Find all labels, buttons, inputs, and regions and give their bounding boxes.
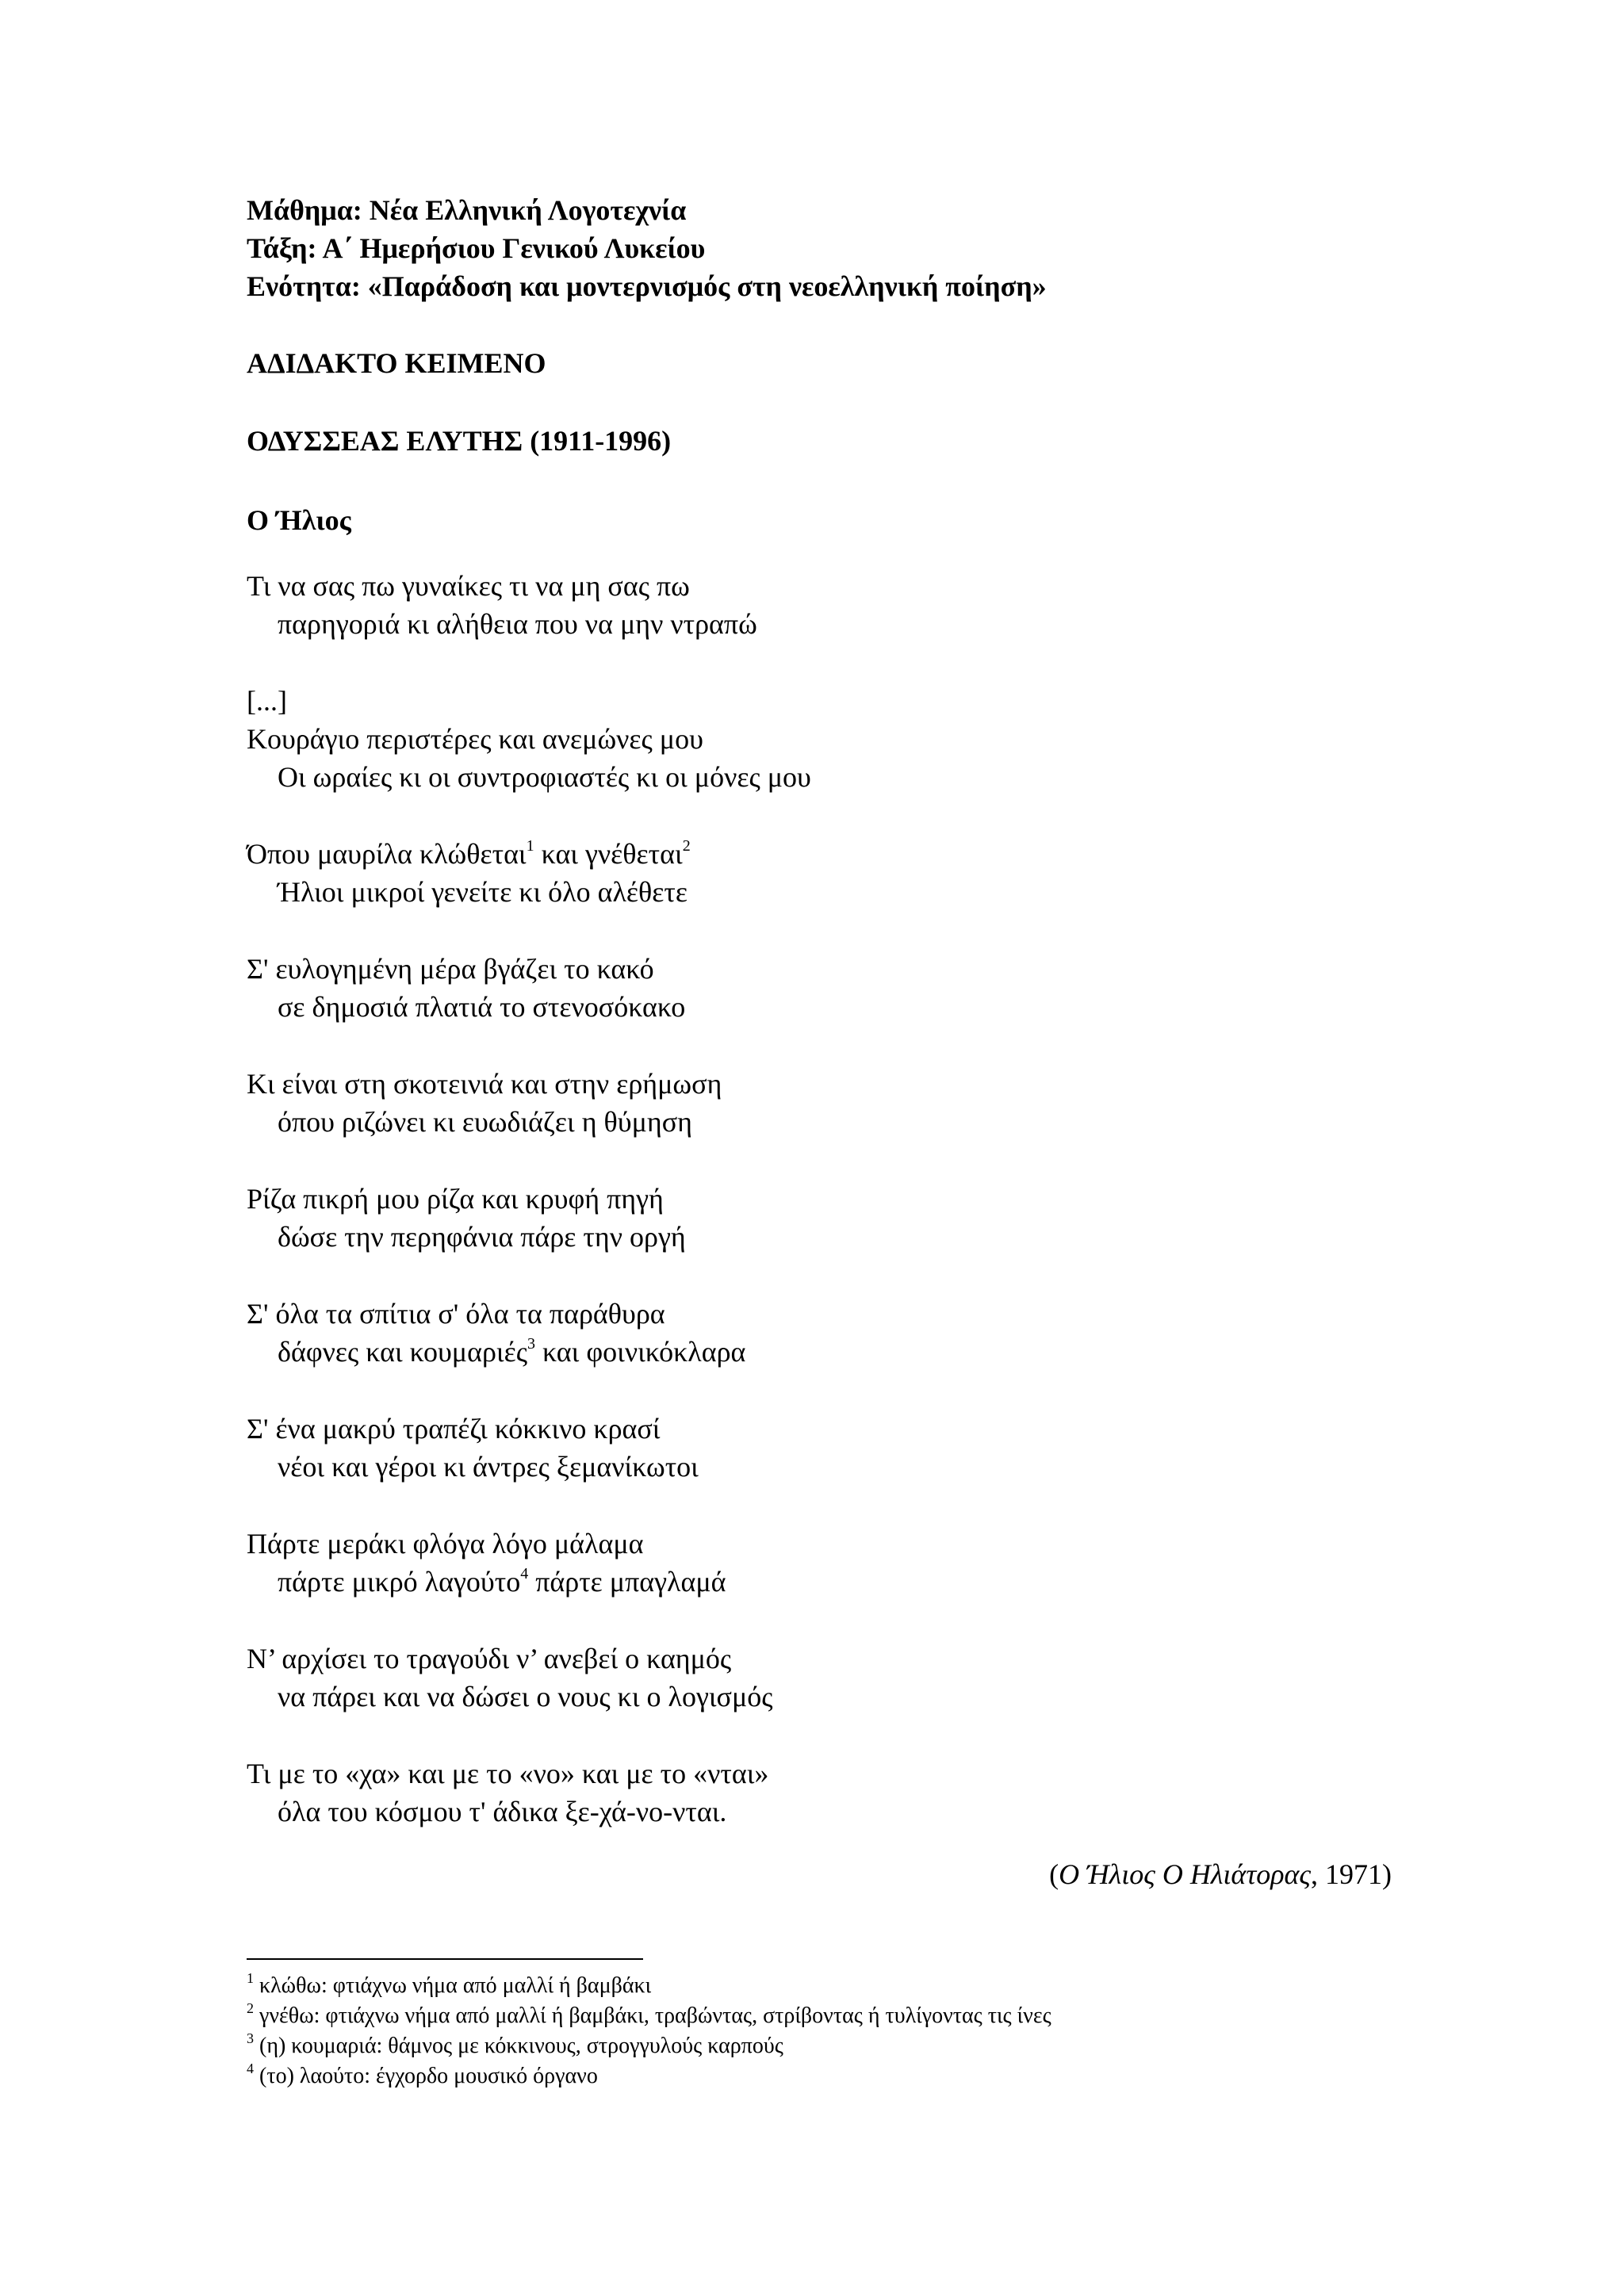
poem-line-text: πάρτε μικρό λαγούτο bbox=[278, 1566, 521, 1598]
poem-line: Ν’ αρχίσει το τραγούδι ν’ ανεβεί ο καημός bbox=[247, 1643, 732, 1674]
stanza bbox=[247, 950, 1396, 1026]
stanza bbox=[247, 1640, 1396, 1716]
poem-line: Ήλιοι μικροί γενείτε κι όλο αλέθετε bbox=[278, 876, 688, 908]
course-class: Τάξη: Α΄ Ημερήσιου Γενικού Λυκείου bbox=[247, 232, 706, 264]
poem-line: Πάρτε μεράκι φλόγα λόγο μάλαμα bbox=[247, 1528, 644, 1559]
poem-line: Τι με το «χα» και με το «νο» και με το «νται» bbox=[247, 1758, 769, 1789]
poem-line: Ρίζα πικρή μου ρίζα και κρυφή πηγή bbox=[247, 1183, 664, 1215]
stanza bbox=[247, 1525, 1396, 1601]
footnote-ref: 1 bbox=[526, 837, 534, 855]
stanza bbox=[247, 682, 1396, 796]
poem-line: να πάρει και να δώσει ο νους κι ο λογισμός bbox=[278, 1681, 773, 1712]
stanza bbox=[247, 1065, 1396, 1141]
poem-line: νέοι και γέροι κι άντρες ξεμανίκωτοι bbox=[278, 1451, 699, 1483]
poem-line-text: και φοινικόκλαρα bbox=[534, 1336, 746, 1368]
footnote bbox=[247, 2031, 1051, 2061]
stanza bbox=[247, 835, 1396, 911]
course-header bbox=[247, 191, 1047, 305]
section-title: ΑΔΙΔΑΚΤΟ ΚΕΙΜΕΝΟ bbox=[247, 347, 546, 379]
poem-line: Τι να σας πω γυναίκες τι να μη σας πω bbox=[247, 570, 690, 602]
ellipsis-marker: [...] bbox=[247, 685, 287, 717]
citation-year: , 1971) bbox=[1311, 1858, 1392, 1890]
footnote-ref: 2 bbox=[682, 837, 691, 855]
poem-title: Ο Ήλιος bbox=[247, 504, 351, 536]
poem-line: όλα του κόσμου τ' άδικα ξε-χά-νο-νται. bbox=[278, 1796, 727, 1827]
stanza bbox=[247, 567, 1396, 643]
citation-work-title: Ο Ήλιος Ο Ηλιάτορας bbox=[1059, 1858, 1311, 1890]
poem-line-text: δάφνες και κουμαριές bbox=[278, 1336, 527, 1368]
footnote-text: (το) λαούτο: έγχορδο μουσικό όργανο bbox=[254, 2064, 598, 2088]
poem-line bbox=[247, 835, 1396, 873]
poem-line-text: πάρτε μπαγλαμά bbox=[528, 1566, 726, 1598]
footnote bbox=[247, 2061, 1051, 2091]
stanza bbox=[247, 1410, 1396, 1486]
stanza bbox=[247, 1755, 1396, 1831]
footnote-text: κλώθω: φτιάχνω νήμα από μαλλί ή βαμβάκι bbox=[254, 1973, 652, 1998]
stanza bbox=[247, 1180, 1396, 1256]
footnotes bbox=[247, 1971, 1051, 2091]
poem-line: δώσε την περηφάνια πάρε την οργή bbox=[278, 1221, 686, 1253]
poem-line-text: Όπου μαυρίλα κλώθεται bbox=[247, 838, 527, 870]
poem-line: Σ' όλα τα σπίτια σ' όλα τα παράθυρα bbox=[247, 1298, 665, 1330]
poem-line: Οι ωραίες κι οι συντροφιαστές κι οι μόνες μου bbox=[278, 761, 811, 793]
footnote bbox=[247, 2001, 1051, 2031]
course-unit: Ενότητα: «Παράδοση και μοντερνισμός στη νεοελληνική ποίηση» bbox=[247, 270, 1047, 302]
footnote bbox=[247, 1971, 1051, 2001]
stanza bbox=[247, 1295, 1396, 1371]
poem-line bbox=[247, 1563, 1396, 1601]
poem-body bbox=[247, 567, 1396, 1869]
course-subject: Μάθημα: Νέα Ελληνική Λογοτεχνία bbox=[247, 194, 687, 226]
poem-line: Σ' ένα μακρύ τραπέζι κόκκινο κρασί bbox=[247, 1413, 661, 1445]
footnote-number: 2 bbox=[247, 2000, 254, 2016]
poem-line bbox=[247, 1333, 1396, 1371]
footnote-number: 4 bbox=[247, 2061, 254, 2076]
source-citation bbox=[1049, 1858, 1392, 1891]
poem-line: σε δημοσιά πλατιά το στενοσόκακο bbox=[278, 991, 686, 1023]
footnote-text: (η) κουμαριά: θάμνος με κόκκινους, στρογγυλούς καρπούς bbox=[254, 2034, 783, 2058]
poem-line: Κουράγιο περιστέρες και ανεμώνες μου bbox=[247, 723, 703, 755]
poem-line-text: και γνέθεται bbox=[534, 838, 683, 870]
footnote-number: 3 bbox=[247, 2030, 254, 2046]
poem-line: Σ' ευλογημένη μέρα βγάζει το κακό bbox=[247, 953, 654, 985]
poem-line: Κι είναι στη σκοτεινιά και στην ερήμωση bbox=[247, 1068, 722, 1100]
poem-line: όπου ριζώνει κι ευωδιάζει η θύμηση bbox=[278, 1106, 692, 1138]
footnote-number: 1 bbox=[247, 1970, 254, 1986]
footnote-ref: 3 bbox=[527, 1335, 535, 1353]
citation-open: ( bbox=[1049, 1858, 1059, 1890]
footnote-text: γνέθω: φτιάχνω νήμα από μαλλί ή βαμβάκι, τραβώντας, στρίβοντας ή τυλίγοντας τις ίνες bbox=[254, 2003, 1051, 2028]
footnote-separator bbox=[247, 1958, 643, 1960]
footnote-ref: 4 bbox=[520, 1565, 529, 1582]
author-heading: ΟΔΥΣΣΕΑΣ ΕΛΥΤΗΣ (1911-1996) bbox=[247, 425, 672, 457]
poem-line: παρηγοριά κι αλήθεια που να μην ντραπώ bbox=[278, 608, 757, 640]
